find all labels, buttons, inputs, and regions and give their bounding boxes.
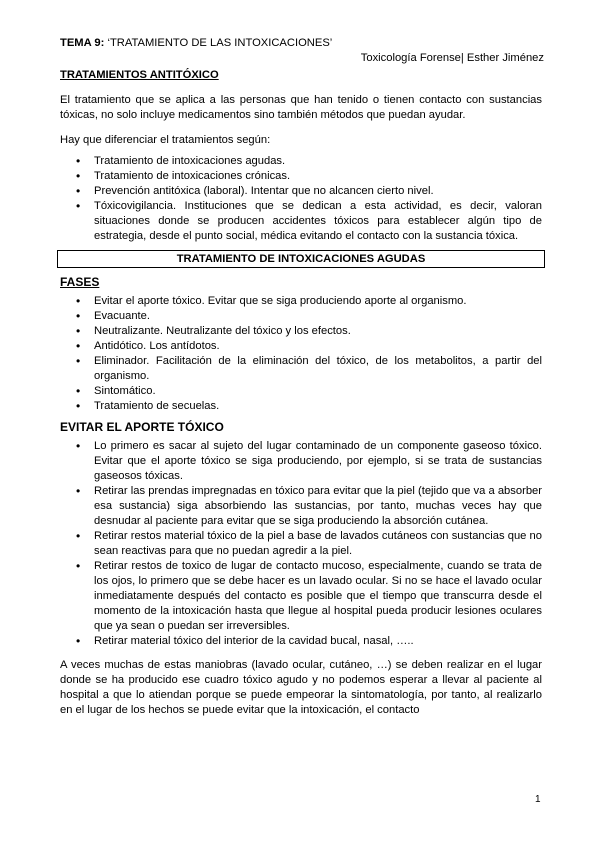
intro-paragraph: El tratamiento que se aplica a las personas que han tenido o tienen contacto con sustancias tóxicas, no solo incluye medicamentos sino también métodos que puedan ayudar. — [60, 94, 542, 121]
list-item: • Antidótico. Los antídotos. — [60, 339, 542, 354]
closing-paragraph: A veces muchas de estas maniobras (lavado ocular, cutáneo, …) se deben realizar en el lugar donde se ha producido ese cuadro tóxico agudo y no podemos esperar a llevar al paciente al hospital a que lo atiendan porque se puede empeorar la sintomatología, por tanto, al realizarlo en el lugar de los hechos se puede evitar que la intoxicación, el contacto — [60, 659, 542, 716]
antitoxico-list — [60, 154, 542, 244]
list-item: • Neutralizante. Neutralizante del tóxico y los efectos. — [60, 324, 542, 339]
page-number: 1 — [535, 794, 541, 805]
list-item: • Prevención antitóxica (laboral). Intentar que no alcancen cierto nivel. — [60, 184, 542, 199]
evitar-list — [60, 439, 542, 649]
fases-title: FASES — [60, 275, 100, 289]
list-item: • Lo primero es sacar al sujeto del lugar contaminado de un componente gaseoso tóxico. Evitar que el aporte tóxico se siga produciendo, por ejemplo, si se trata de sustancias gaseosos tóxicas. — [60, 439, 542, 484]
list-item: • Sintomático. — [60, 384, 542, 399]
boxed-section-title: TRATAMIENTO DE INTOXICACIONES AGUDAS — [57, 250, 545, 268]
list-item: • Retirar las prendas impregnadas en tóxico para evitar que la piel (tejido que va a absorber esa sustancia) siga absorbiendo las sustancias, por tanto, muchas veces hay que desnudar al paciente para evitar que se siga produciendo la absorción cutánea. — [60, 484, 542, 529]
diferenciar-paragraph: Hay que diferenciar el tratamientos según: — [60, 134, 271, 146]
list-item: • Tratamiento de intoxicaciones agudas. — [60, 154, 542, 169]
list-item: • Retirar material tóxico del interior de la cavidad bucal, nasal, ….. — [60, 634, 542, 649]
list-item: • Retirar restos material tóxico de la piel a base de lavados cutáneos con sustancias que no sean reactivas para que no puedan agredir a la piel. — [60, 529, 542, 559]
list-item: • Eliminador. Facilitación de la eliminación del tóxico, de los metabolitos, a partir del organismo. — [60, 354, 542, 384]
header-subject-author: Toxicología Forense| Esther Jiménez — [360, 52, 544, 64]
list-item: • Evacuante. — [60, 309, 542, 324]
list-item: • Tratamiento de intoxicaciones crónicas. — [60, 169, 542, 184]
list-item: • Tóxicovigilancia. Instituciones que se dedican a esta actividad, es decir, valoran situaciones donde se producen accidentes tóxicos para establecer algún tipo de estrategia, desde el punto social, médica evitando el contacto con la sustancia tóxica. — [60, 199, 542, 244]
topic-title: ‘TRATAMIENTO DE LAS INTOXICACIONES’ — [104, 37, 333, 49]
list-item: • Retirar restos de toxico de lugar de contacto mucoso, especialmente, cuando se trata de los ojos, lo primero que se debe hacer es un lavado ocular. Si no se hace el lavado ocular inmediatamente después del contacto es posible que el tiempo que transcurra desde el momento de la intoxicación hasta que llegue al hospital pueda producir lesiones oculares que ya sean o puedan ser irreversibles. — [60, 559, 542, 634]
header-topic — [60, 36, 542, 51]
list-item: • Evitar el aporte tóxico. Evitar que se siga produciendo aporte al organismo. — [60, 294, 542, 309]
section-title-antitoxico: TRATAMIENTOS ANTITÓXICO — [60, 69, 219, 81]
list-item: • Tratamiento de secuelas. — [60, 399, 542, 414]
evitar-title: EVITAR EL APORTE TÓXICO — [60, 420, 224, 434]
topic-label: TEMA 9: — [60, 37, 105, 49]
fases-list — [60, 294, 542, 414]
document-page — [60, 36, 542, 718]
